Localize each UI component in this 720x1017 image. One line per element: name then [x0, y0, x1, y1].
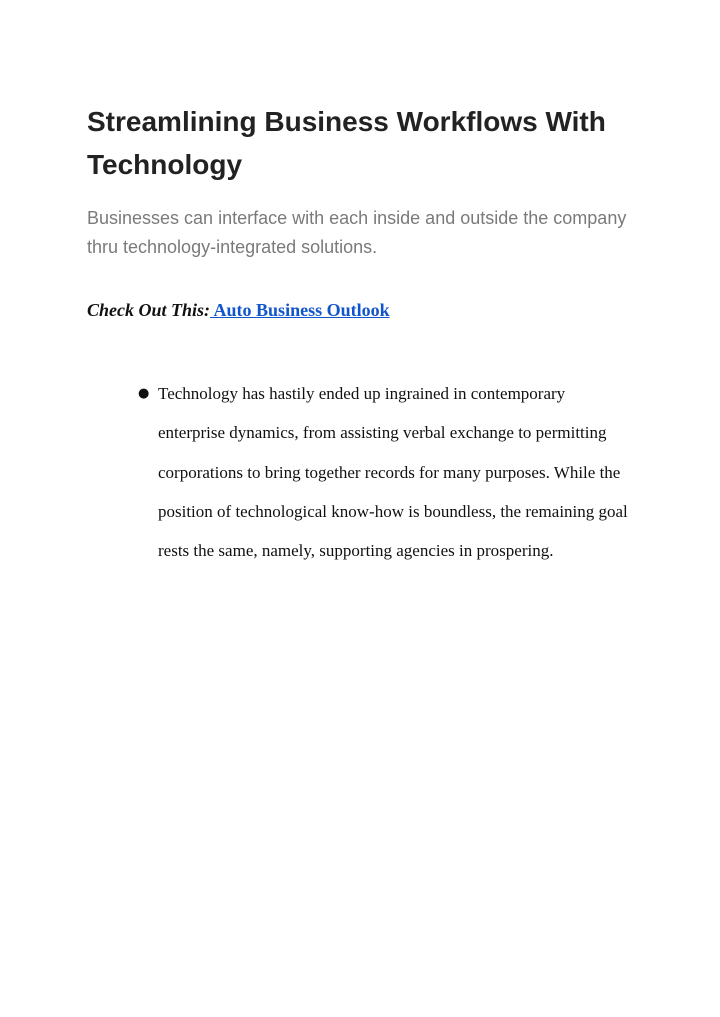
- check-out-line: [87, 297, 390, 323]
- bullet-dot-icon: ●: [138, 386, 150, 401]
- auto-business-outlook-link[interactable]: Auto Business Outlook: [210, 300, 390, 320]
- bullet-list: [138, 374, 638, 570]
- page-subtitle: Businesses can interface with each inside and outside the company thru technology-integrated solutions.: [87, 208, 627, 257]
- page-title: Streamlining Business Workflows With Technology: [87, 106, 606, 180]
- check-out-label: Check Out This: [87, 300, 205, 320]
- check-out-separator: :: [204, 300, 211, 320]
- list-item-text: Technology has hastily ended up ingrained in contemporary enterprise dynamics, from assisting verbal exchange to permitting corporations to bring together records for many purposes. While the position of technological know-how is boundless, the remaining goal rests the same, namely, supporting agencies in prospering.: [158, 384, 628, 561]
- list-item: [138, 374, 638, 570]
